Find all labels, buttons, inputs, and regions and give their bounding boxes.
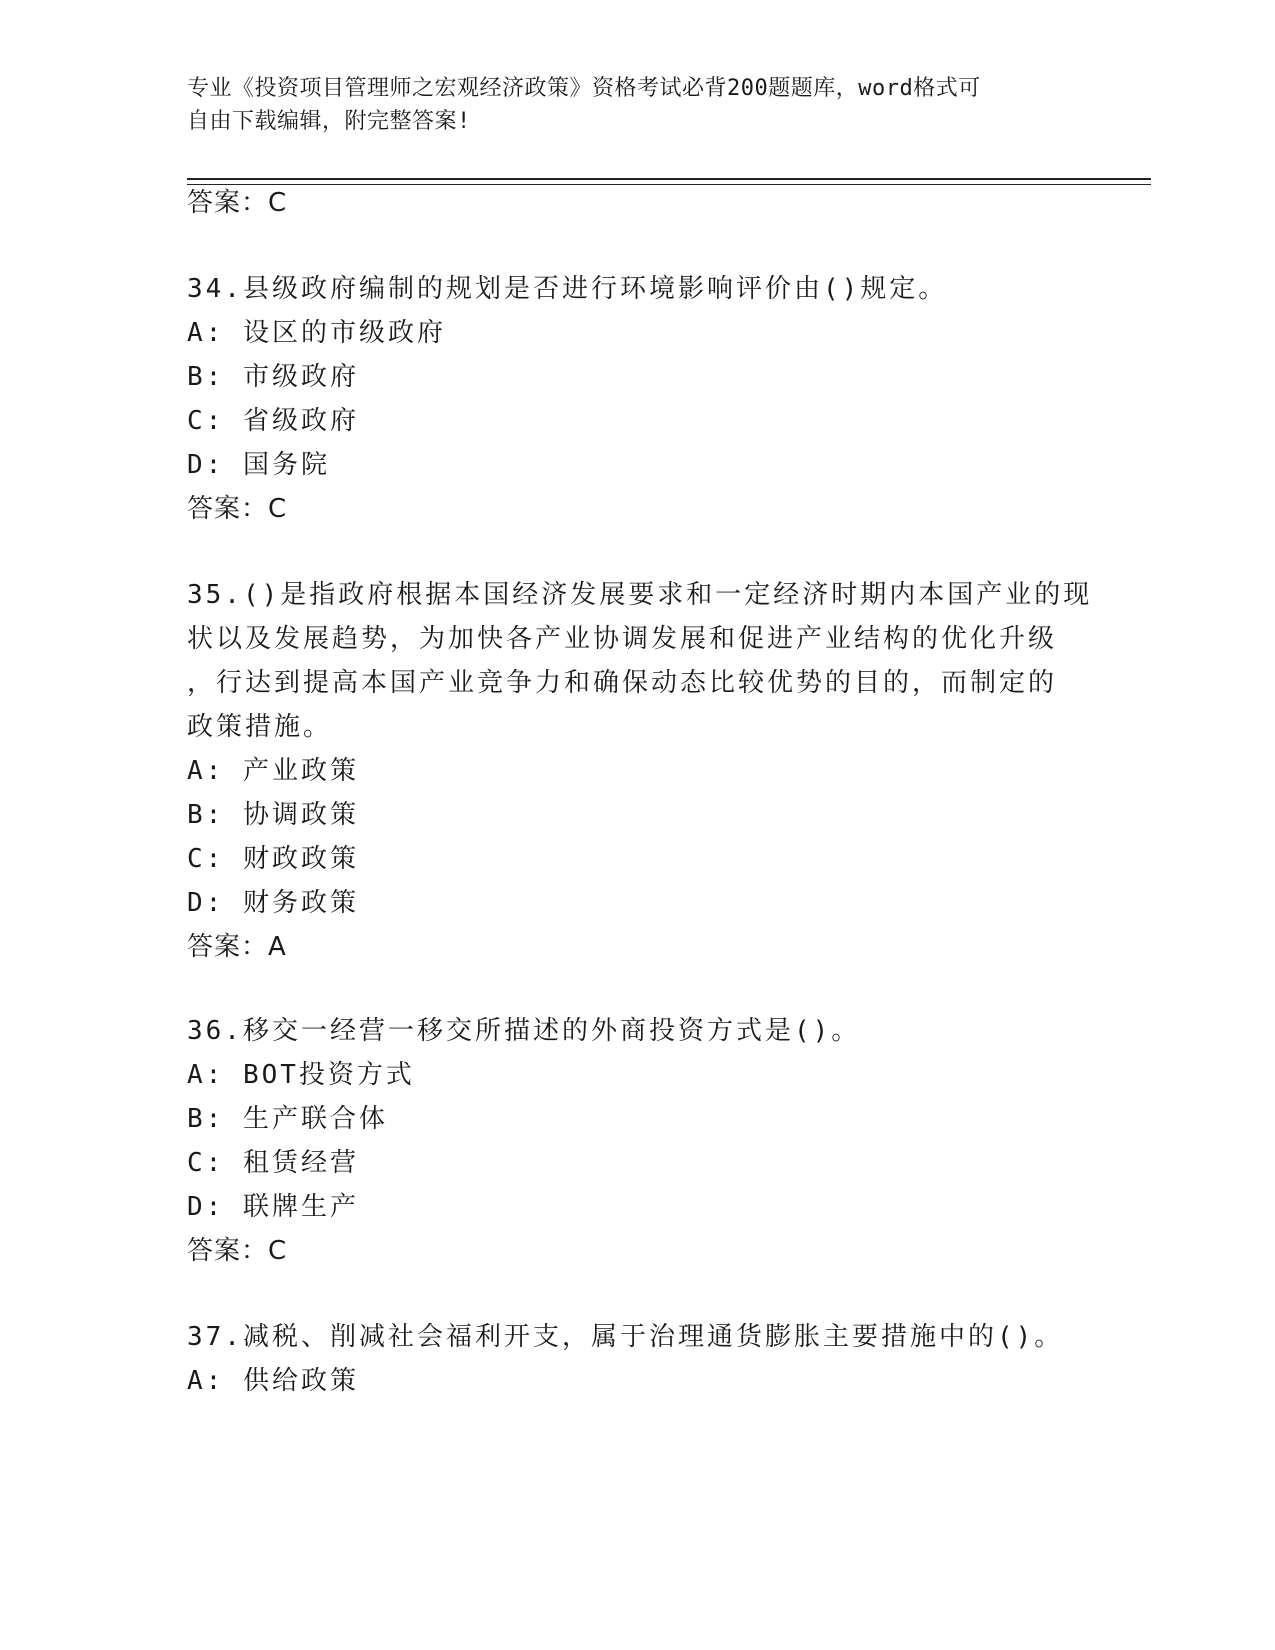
question-34-stem: 34.县级政府编制的规划是否进行环境影响评价由()规定。	[187, 274, 948, 304]
answer-q36: 答案：C	[187, 1236, 288, 1266]
header-line-2: 自由下载编辑，附完整答案!	[187, 109, 471, 134]
question-36-option-c: C: 租赁经营	[187, 1148, 359, 1178]
question-34-option-d: D: 国务院	[187, 450, 330, 480]
header-rule-thin	[187, 184, 1151, 185]
question-35-option-d: D: 财务政策	[187, 888, 359, 918]
header-rule-thick	[187, 178, 1151, 180]
answer-q35: 答案：A	[187, 932, 287, 962]
question-35-stem-line-4: 政策措施。	[187, 712, 333, 742]
answer-q33: 答案：C	[187, 188, 288, 218]
question-35-option-a: A: 产业政策	[187, 756, 359, 786]
question-34-option-a: A: 设区的市级政府	[187, 318, 446, 348]
question-36-option-a: A: BOT投资方式	[187, 1060, 415, 1090]
question-35-option-b: B: 协调政策	[187, 800, 359, 830]
document-header	[187, 72, 1067, 138]
question-36-option-b: B: 生产联合体	[187, 1104, 388, 1134]
question-37-stem: 37.减税、削减社会福利开支，属于治理通货膨胀主要措施中的()。	[187, 1322, 1064, 1352]
question-35-stem-line-2: 状以及发展趋势，为加快各产业协调发展和促进产业结构的优化升级	[187, 624, 1058, 654]
question-35-option-c: C: 财政政策	[187, 844, 359, 874]
answer-q34: 答案：C	[187, 494, 288, 524]
question-35-stem-line-1: 35.()是指政府根据本国经济发展要求和一定经济时期内本国产业的现	[187, 580, 1093, 610]
question-34-option-b: B: 市级政府	[187, 362, 359, 392]
question-37-option-a: A: 供给政策	[187, 1366, 359, 1396]
question-36-stem: 36.移交一经营一移交所描述的外商投资方式是()。	[187, 1016, 861, 1046]
question-34-option-c: C: 省级政府	[187, 406, 359, 436]
question-36-option-d: D: 联牌生产	[187, 1192, 359, 1222]
question-35-stem-line-3: ，行达到提高本国产业竞争力和确保动态比较优势的目的，而制定的	[187, 668, 1058, 698]
header-line-1: 专业《投资项目管理师之宏观经济政策》资格考试必背200题题库，word格式可	[187, 76, 981, 101]
